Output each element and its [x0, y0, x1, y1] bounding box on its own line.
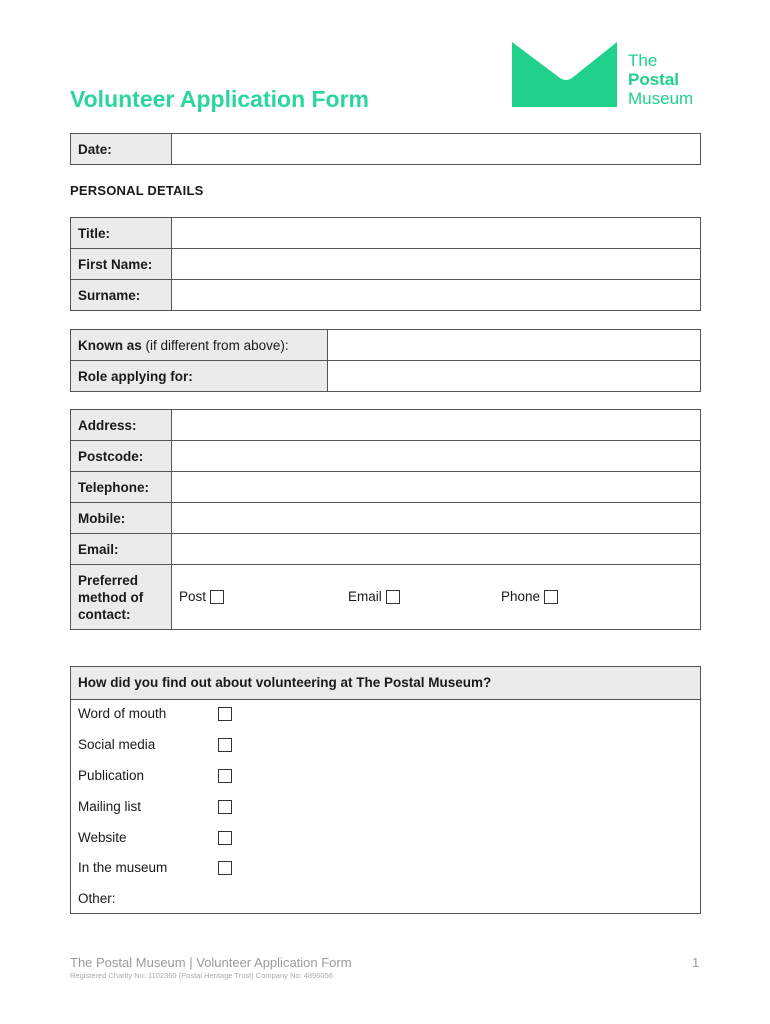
logo-text-line2: Postal — [628, 70, 680, 89]
role-field[interactable] — [328, 361, 701, 392]
preferred-contact-options — [172, 565, 701, 630]
contact-table — [70, 409, 701, 630]
address-field[interactable] — [172, 410, 701, 441]
role-row — [71, 361, 701, 392]
role-table — [70, 329, 701, 392]
envelope-logo-icon — [512, 42, 620, 108]
name-table — [70, 217, 701, 311]
mailing-list-checkbox[interactable] — [218, 800, 232, 814]
form-title: Volunteer Application Form — [70, 86, 370, 112]
known-as-label-note: (if different from above): — [145, 337, 289, 353]
website-checkbox[interactable] — [218, 831, 232, 845]
survey-option-in-the-museum: In the museum — [78, 860, 168, 875]
survey-other-label: Other: — [78, 891, 116, 906]
footer-text: The Postal Museum | Volunteer Application Form — [70, 955, 352, 970]
date-label: Date: — [71, 134, 172, 165]
word-of-mouth-checkbox[interactable] — [218, 707, 232, 721]
email-checkbox[interactable] — [386, 590, 400, 604]
title-field[interactable] — [172, 218, 701, 249]
address-row — [71, 410, 701, 441]
option-phone-label: Phone — [501, 589, 541, 604]
first-name-field[interactable] — [172, 249, 701, 280]
option-email-label: Email — [348, 589, 382, 604]
postcode-row — [71, 441, 701, 472]
logo-text — [628, 51, 693, 108]
option-phone[interactable] — [501, 589, 558, 604]
known-as-row — [71, 330, 701, 361]
personal-details-heading: PERSONAL DETAILS — [70, 183, 204, 198]
known-as-field[interactable] — [328, 330, 701, 361]
option-email[interactable] — [348, 589, 400, 604]
date-table — [70, 133, 701, 165]
social-media-checkbox[interactable] — [218, 738, 232, 752]
registration-text: Registered Charity No: 1102360 (Postal Heritage Trust) Company No: 4896056 — [70, 971, 333, 980]
survey-question: How did you find out about volunteering at The Postal Museum? — [71, 667, 700, 700]
date-field[interactable] — [172, 134, 701, 165]
mobile-label: Mobile: — [71, 503, 172, 534]
page-number: 1 — [692, 955, 700, 970]
email-label: Email: — [71, 534, 172, 565]
option-post-label: Post — [179, 589, 207, 604]
mobile-row — [71, 503, 701, 534]
telephone-field[interactable] — [172, 472, 701, 503]
phone-checkbox[interactable] — [544, 590, 558, 604]
date-row — [71, 134, 701, 165]
surname-field[interactable] — [172, 280, 701, 311]
surname-row — [71, 280, 701, 311]
survey-option-social-media: Social media — [78, 737, 156, 752]
survey-option-website: Website — [78, 830, 127, 845]
email-row — [71, 534, 701, 565]
source-survey — [70, 666, 701, 914]
first-name-row — [71, 249, 701, 280]
postcode-field[interactable] — [172, 441, 701, 472]
title-label: Title: — [71, 218, 172, 249]
in-the-museum-checkbox[interactable] — [218, 861, 232, 875]
known-as-label — [71, 330, 328, 361]
preferred-contact-label — [71, 565, 172, 630]
role-label: Role applying for: — [71, 361, 328, 392]
title-row — [71, 218, 701, 249]
mobile-field[interactable] — [172, 503, 701, 534]
address-label: Address: — [71, 410, 172, 441]
survey-option-publication: Publication — [78, 768, 145, 783]
postal-museum-logo — [512, 42, 712, 110]
telephone-row — [71, 472, 701, 503]
preferred-contact-row — [71, 565, 701, 630]
survey-option-mailing-list: Mailing list — [78, 799, 142, 814]
first-name-label: First Name: — [71, 249, 172, 280]
post-checkbox[interactable] — [210, 590, 224, 604]
preferred-label-line1: Preferred — [78, 572, 139, 588]
preferred-label-line3: contact: — [78, 606, 131, 622]
publication-checkbox[interactable] — [218, 769, 232, 783]
surname-label: Surname: — [71, 280, 172, 311]
survey-option-word-of-mouth: Word of mouth — [78, 706, 167, 721]
email-field[interactable] — [172, 534, 701, 565]
known-as-label-bold: Known as — [78, 337, 142, 353]
telephone-label: Telephone: — [71, 472, 172, 503]
option-post[interactable] — [179, 589, 224, 604]
preferred-label-line2: method of — [78, 589, 144, 605]
postcode-label: Postcode: — [71, 441, 172, 472]
logo-text-line3: Museum — [628, 89, 694, 108]
logo-text-line1: The — [628, 51, 658, 70]
